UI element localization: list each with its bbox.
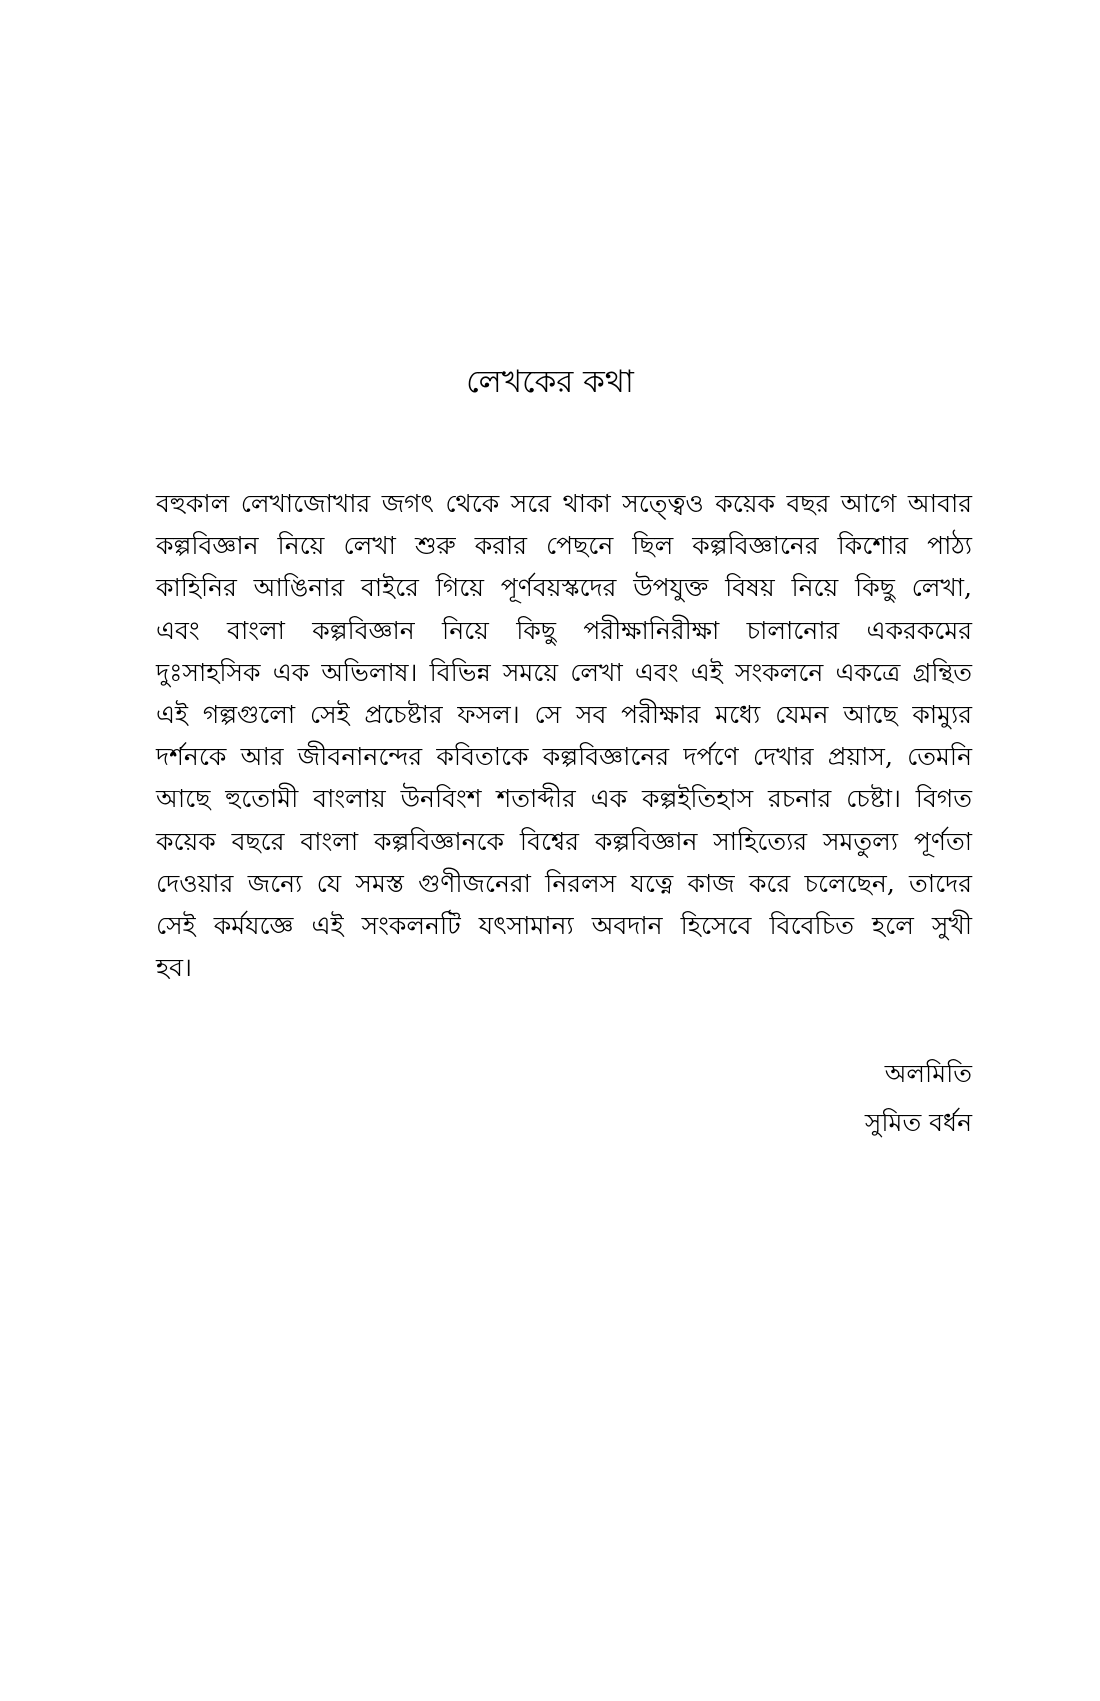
preface-paragraph bbox=[156, 483, 972, 989]
paragraph-line: আছে হুতোমী বাংলায় উনবিংশ শতাব্দীর এক কল্পইতিহাস রচনার চেষ্টা। বিগত bbox=[156, 784, 972, 814]
paragraph-line: সেই কর্মযজ্ঞে এই সংকলনটি যৎসামান্য অবদান হিসেবে বিবেচিত হলে সুখী bbox=[156, 910, 972, 940]
paragraph-line: কল্পবিজ্ঞান নিয়ে লেখা শুরু করার পেছনে ছিল কল্পবিজ্ঞানের কিশোর পাঠ্য bbox=[156, 531, 972, 561]
paragraph-line: দেওয়ার জন্যে যে সমস্ত গুণীজনেরা নিরলস যত্নে কাজ করে চলেছেন, তাদের bbox=[156, 868, 972, 898]
paragraph-line: হব। bbox=[156, 953, 192, 983]
paragraph-line: এবং বাংলা কল্পবিজ্ঞান নিয়ে কিছু পরীক্ষানিরীক্ষা চালানোর একরকমের bbox=[156, 615, 972, 645]
paragraph-line: দর্শনকে আর জীবনানন্দের কবিতাকে কল্পবিজ্ঞানের দর্পণে দেখার প্রয়াস, তেমনি bbox=[156, 742, 972, 772]
paragraph-line: বহুকাল লেখাজোখার জগৎ থেকে সরে থাকা সত্ত্বেও কয়েক বছর আগে আবার bbox=[156, 489, 972, 518]
paragraph-line: দুঃসাহসিক এক অভিলাষ। বিভিন্ন সময়ে লেখা এবং এই সংকলনে একত্রে গ্রন্থিত bbox=[156, 657, 972, 687]
paragraph-line: কাহিনির আঙিনার বাইরে গিয়ে পূর্ণবয়স্কদের উপযুক্ত বিষয় নিয়ে কিছু লেখা, bbox=[156, 573, 972, 603]
page-title: লেখকের কথা bbox=[466, 364, 634, 400]
signoff: অলমিতি bbox=[884, 1059, 972, 1088]
author-name: সুমিত বর্ধন bbox=[864, 1108, 972, 1137]
paragraph-line: এই গল্পগুলো সেই প্রচেষ্টার ফসল। সে সব পরীক্ষার মধ্যে যেমন আছে কাম্যুর bbox=[156, 699, 972, 729]
paragraph-line: কয়েক বছরে বাংলা কল্পবিজ্ঞানকে বিশ্বের কল্পবিজ্ঞান সাহিত্যের সমতুল্য পূর্ণতা bbox=[156, 826, 972, 856]
